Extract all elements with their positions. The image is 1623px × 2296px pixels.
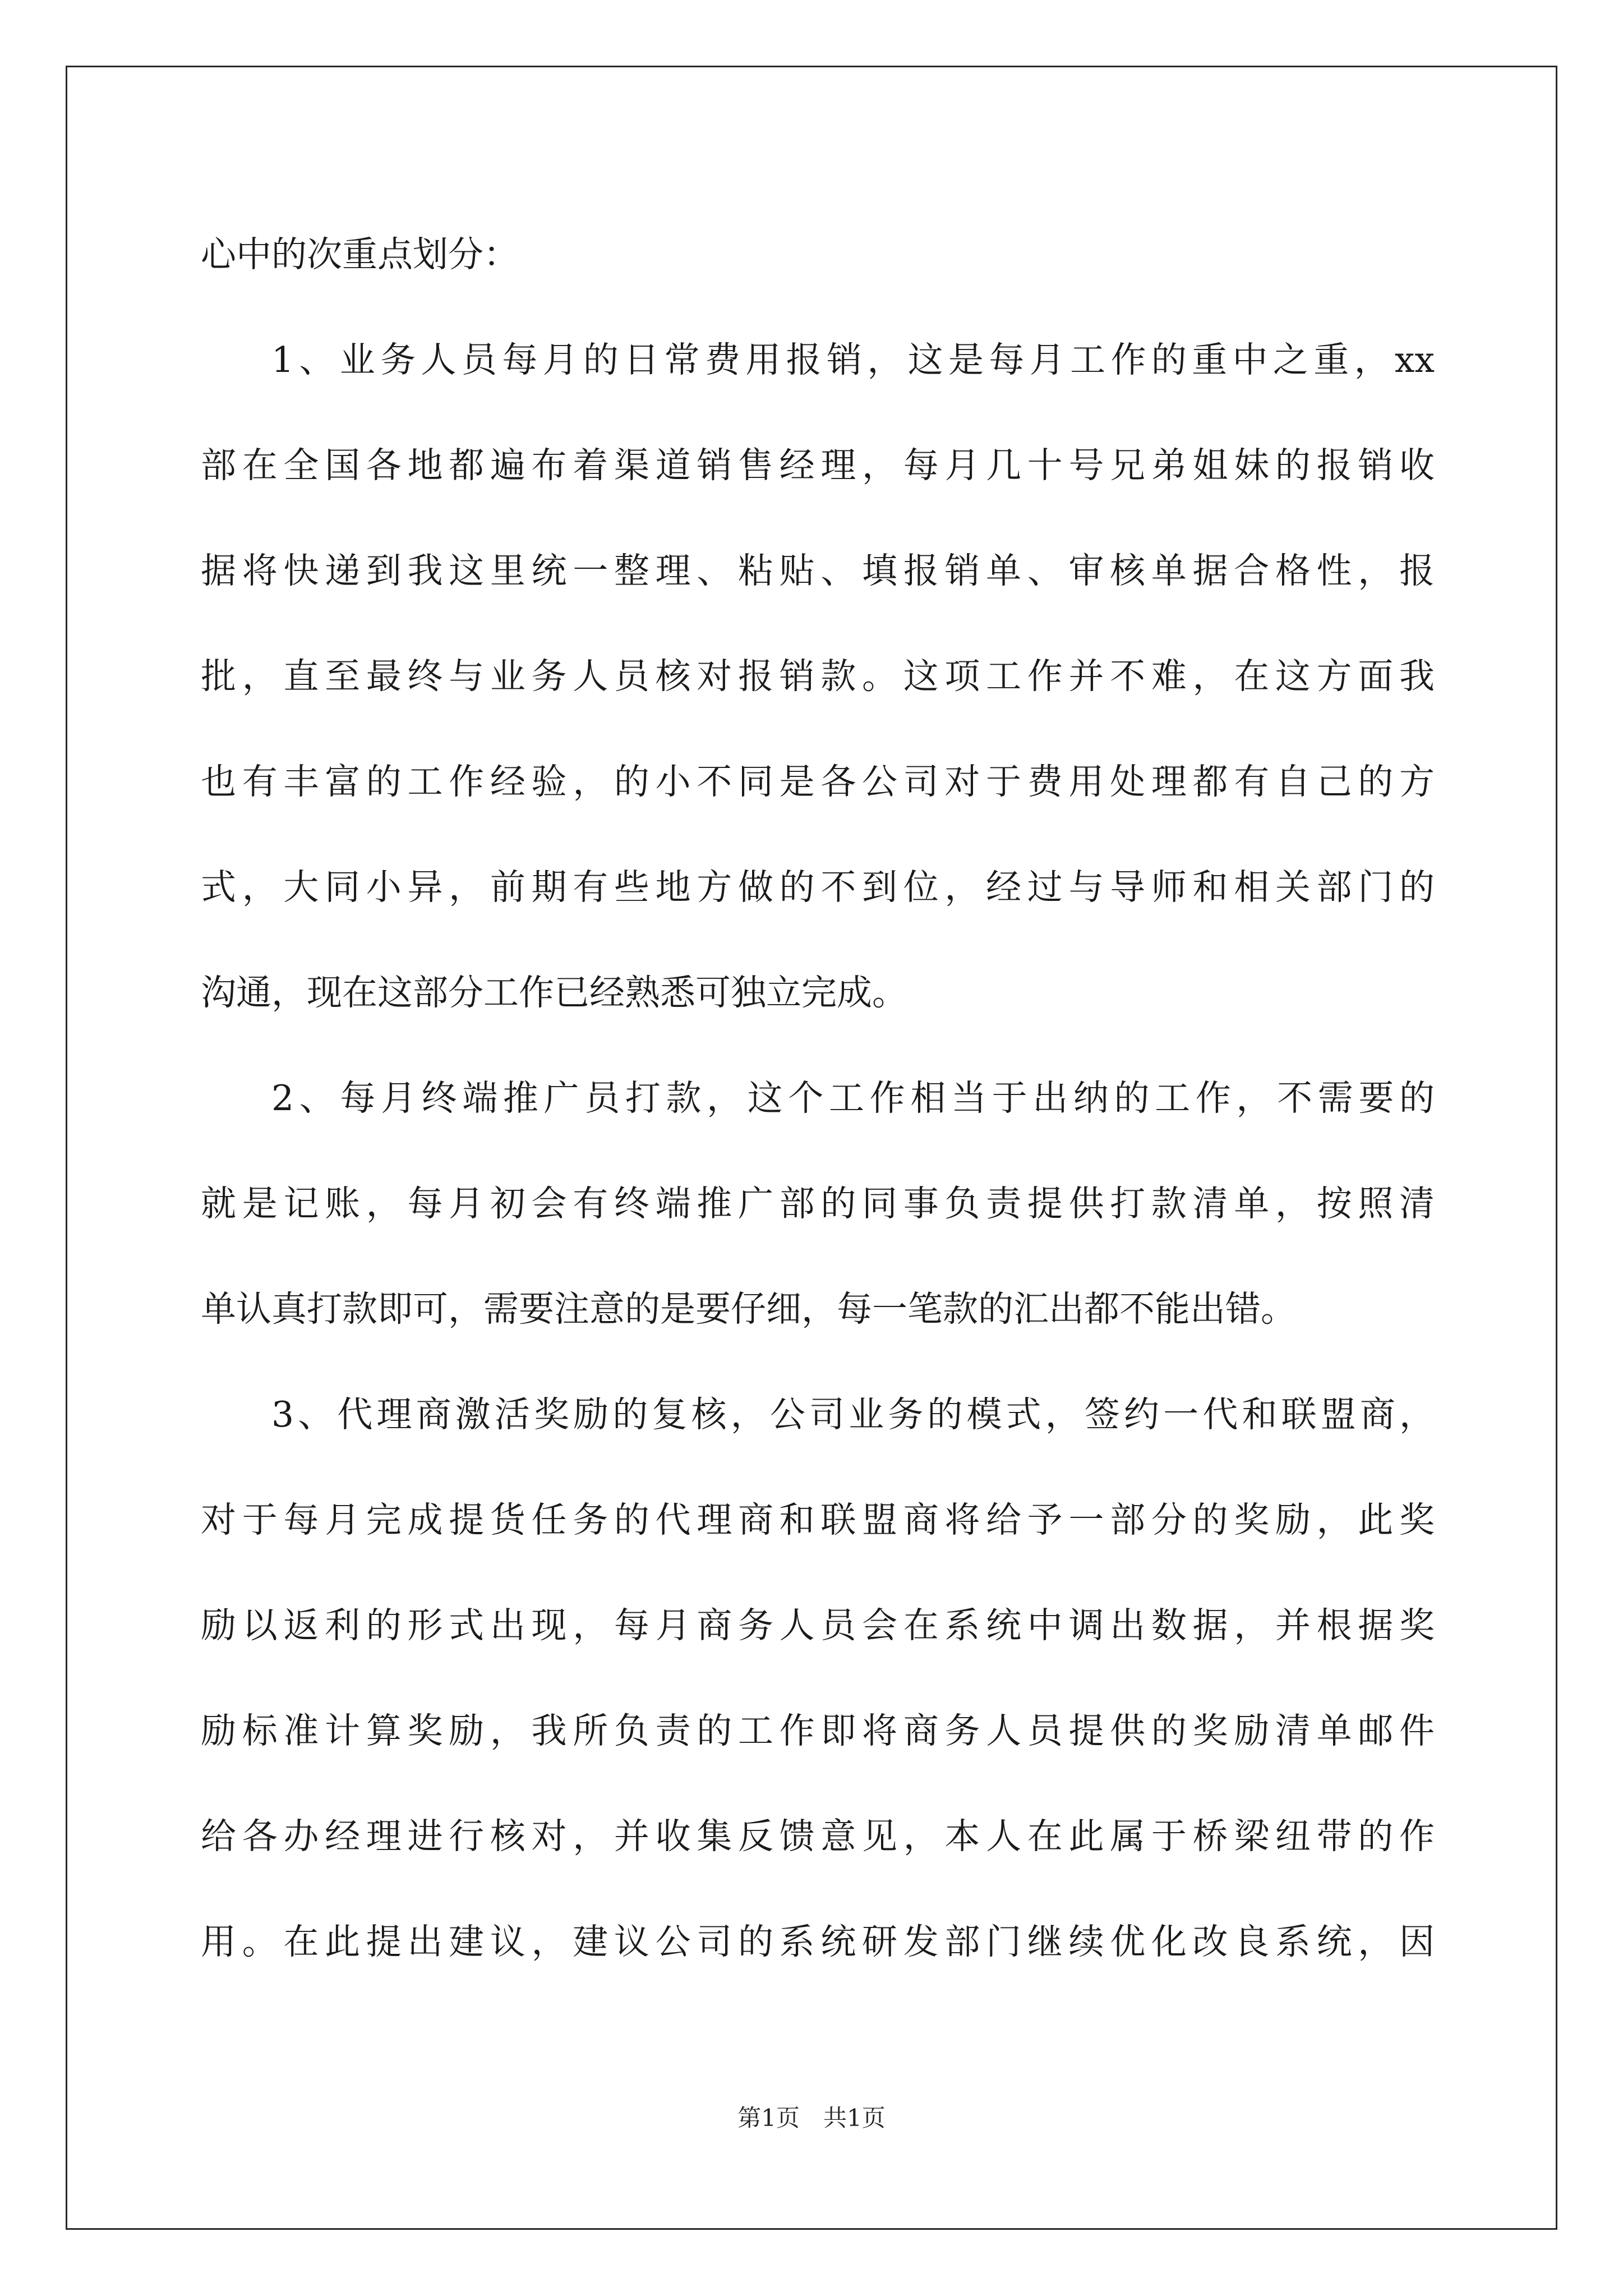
paragraph-1-line: 部在全国各地都遍布着渠道销售经理，每月几十号兄弟姐妹的报销收 — [201, 445, 1435, 486]
text-line: 心中的次重点划分： — [201, 234, 519, 275]
paragraph-3-line: 对于每月完成提货任务的代理商和联盟商将给予一部分的奖励，此奖 — [201, 1499, 1435, 1540]
paragraph-1-line: 沟通，现在这部分工作已经熟悉可独立完成。 — [201, 972, 907, 1013]
paragraph-3-line: 用。在此提出建议，建议公司的系统研发部门继续优化改良系统，因 — [201, 1921, 1435, 1962]
page-number-footer: 第1页 共1页 — [737, 2104, 886, 2132]
paragraph-3-line: 给各办经理进行核对，并收集反馈意见，本人在此属于桥梁纽带的作 — [201, 1816, 1435, 1857]
document-body — [201, 227, 1435, 2020]
paragraph-3-line: 励以返利的形式出现，每月商务人员会在系统中调出数据，并根据奖 — [201, 1605, 1435, 1646]
paragraph-2-line: 2、每月终端推广员打款，这个工作相当于出纳的工作，不需要的 — [271, 1078, 1435, 1119]
paragraph-1-line: 批，直至最终与业务人员核对报销款。这项工作并不难，在这方面我 — [201, 656, 1435, 697]
paragraph-2-line: 就是记账，每月初会有终端推广部的同事负责提供打款清单，按照清 — [201, 1183, 1435, 1224]
paragraph-1-line: 也有丰富的工作经验，的小不同是各公司对于费用处理都有自己的方 — [201, 761, 1435, 802]
paragraph-1-line: 据将快递到我这里统一整理、粘贴、填报销单、审核单据合格性，报 — [201, 550, 1435, 591]
paragraph-1-line: 1、业务人员每月的日常费用报销，这是每月工作的重中之重，xx — [271, 339, 1435, 380]
paragraph-3-line: 3、代理商激活奖励的复核，公司业务的模式，签约一代和联盟商， — [271, 1394, 1435, 1435]
paragraph-1-line: 式，大同小异，前期有些地方做的不到位，经过与导师和相关部门的 — [201, 867, 1435, 908]
paragraph-2-line: 单认真打款即可，需要注意的是要仔细，每一笔款的汇出都不能出错。 — [201, 1289, 1296, 1329]
paragraph-3-line: 励标准计算奖励，我所负责的工作即将商务人员提供的奖励清单邮件 — [201, 1710, 1435, 1751]
